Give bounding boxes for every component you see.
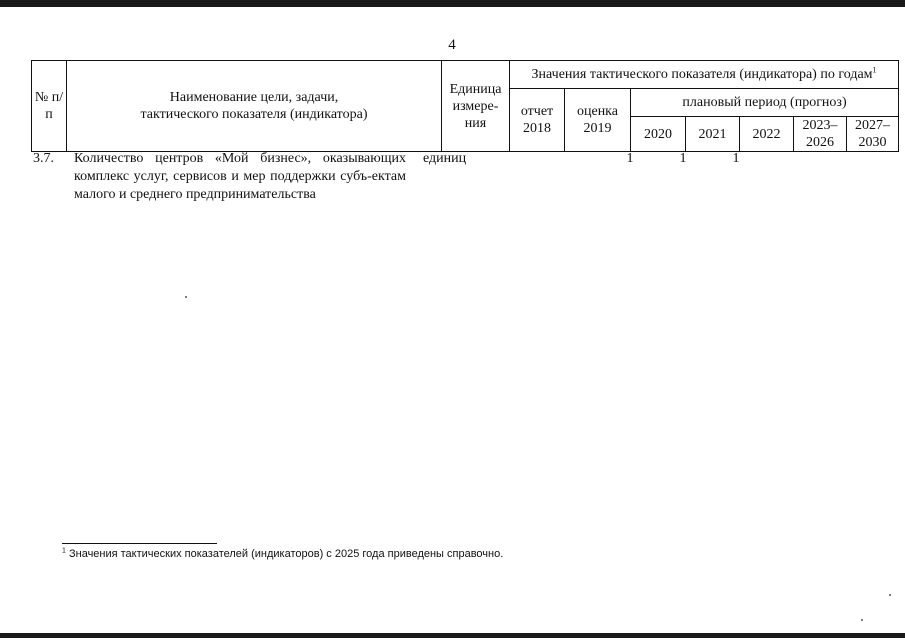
footnote [62, 548, 503, 560]
page-number: 4 [448, 37, 456, 53]
scan-speck [889, 594, 891, 596]
header-values-label: Значения тактического показателя (индикатора) по годам [531, 67, 873, 82]
header-num: № п/п [32, 61, 67, 152]
scan-speck [185, 296, 187, 298]
row-value-2021: 1 [679, 151, 687, 166]
footnote-separator [62, 543, 217, 544]
header-estimate: оценка 2019 [565, 89, 631, 152]
indicator-table-header [31, 60, 899, 152]
row-value-2022: 1 [732, 151, 740, 166]
row-value-2020: 1 [626, 151, 634, 166]
header-values-footnote-marker: 1 [872, 65, 877, 75]
footnote-marker: 1 [62, 547, 66, 555]
header-year: 2022 [740, 117, 794, 152]
header-report: отчет 2018 [510, 89, 565, 152]
header-year: 2023–2026 [794, 117, 847, 152]
header-name: Наименование цели, задачи, тактического показателя (индикатора) [67, 61, 442, 152]
header-year: 2020 [631, 117, 686, 152]
row-unit: единиц [423, 151, 467, 166]
top-border [0, 0, 905, 7]
footnote-text: Значения тактических показателей (индикаторов) с 2025 года приведены справочно. [68, 548, 504, 560]
row-indicator-name: Количество центров «Мой бизнес», оказывающих комплекс услуг, сервисов и мер поддержки субъ-ектам малого и среднего предпринимательства [74, 151, 406, 202]
bottom-border [0, 633, 905, 638]
header-values [510, 61, 899, 89]
header-planned: плановый период (прогноз) [631, 89, 899, 117]
header-unit: Единица измере-ния [442, 61, 510, 152]
row-number: 3.7. [33, 151, 54, 166]
header-year: 2021 [686, 117, 740, 152]
header-year: 2027–2030 [847, 117, 899, 152]
scan-speck [861, 619, 863, 621]
